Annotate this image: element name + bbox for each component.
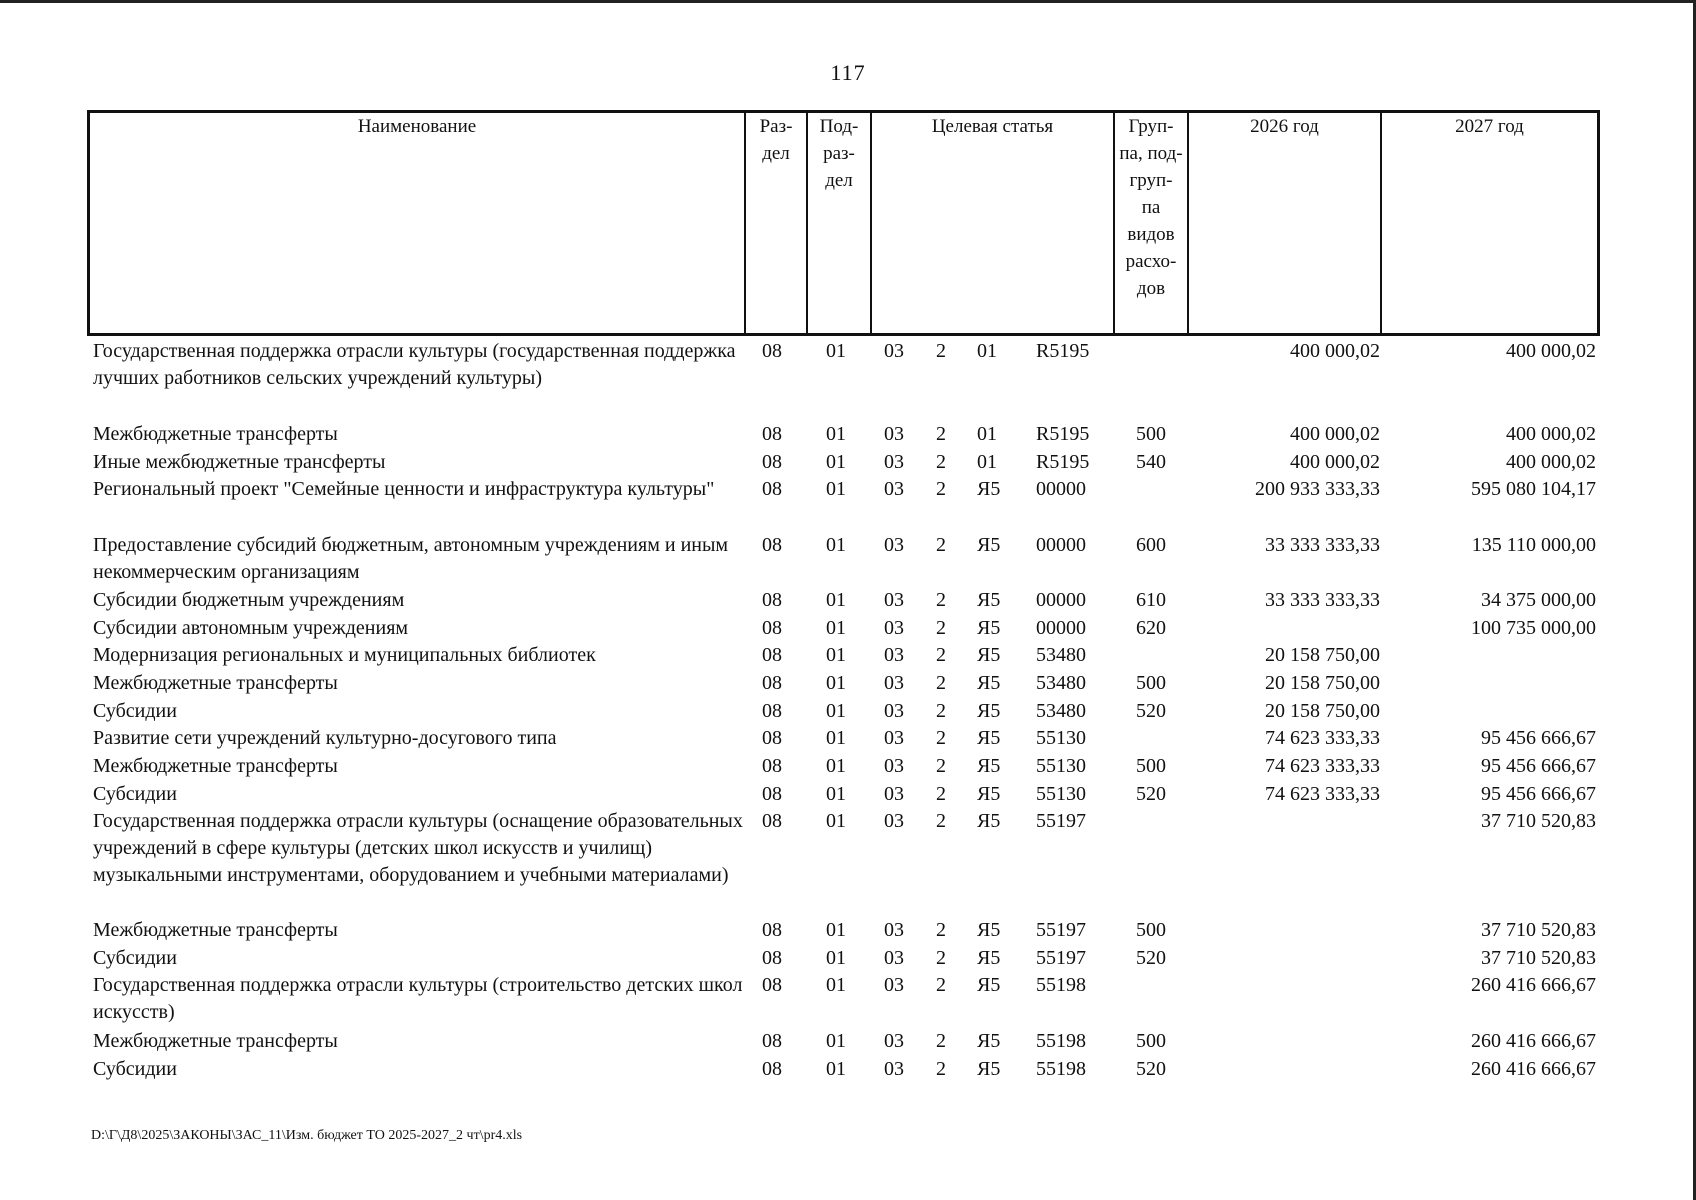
cell-target-article-1: 03 xyxy=(884,589,904,611)
cell-name: Субсидии xyxy=(93,1058,177,1080)
cell-razdel: 08 xyxy=(762,478,782,500)
cell-target-article-3: Я5 xyxy=(977,783,1001,805)
cell-2027: 34 375 000,00 xyxy=(1481,589,1596,611)
cell-target-article-2: 2 xyxy=(936,783,946,805)
cell-target-article-1: 03 xyxy=(884,783,904,805)
cell-target-article-3: Я5 xyxy=(977,644,1001,666)
cell-2026: 33 333 333,33 xyxy=(1265,534,1380,556)
cell-podrazdel: 01 xyxy=(826,423,846,445)
cell-podrazdel: 01 xyxy=(826,755,846,777)
cell-name: Межбюджетные трансферты xyxy=(93,1030,338,1052)
cell-target-article-2: 2 xyxy=(936,451,946,473)
cell-group: 500 xyxy=(1136,755,1166,777)
cell-podrazdel: 01 xyxy=(826,919,846,941)
header-group-line: расхо- xyxy=(1125,251,1177,272)
cell-target-article-2: 2 xyxy=(936,755,946,777)
cell-target-article-4: 55197 xyxy=(1036,947,1086,969)
cell-target-article-3: Я5 xyxy=(977,974,1001,996)
cell-name: Межбюджетные трансферты xyxy=(93,755,338,777)
cell-name: Субсидии бюджетным учреждениям xyxy=(93,589,405,611)
cell-podrazdel: 01 xyxy=(826,1058,846,1080)
cell-name: Межбюджетные трансферты xyxy=(93,672,338,694)
cell-group: 540 xyxy=(1136,451,1166,473)
cell-target-article-2: 2 xyxy=(936,1030,946,1052)
cell-razdel: 08 xyxy=(762,783,782,805)
cell-2027: 260 416 666,67 xyxy=(1471,1030,1596,1052)
cell-podrazdel: 01 xyxy=(826,947,846,969)
header-razdel-line: дел xyxy=(762,143,790,164)
cell-target-article-2: 2 xyxy=(936,478,946,500)
cell-target-article-2: 2 xyxy=(936,340,946,362)
cell-target-article-1: 03 xyxy=(884,423,904,445)
cell-target-article-4: 55198 xyxy=(1036,1058,1086,1080)
header-group-line: па, под- xyxy=(1119,143,1183,164)
cell-2027: 400 000,02 xyxy=(1506,423,1596,445)
header-name: Наименование xyxy=(357,116,477,137)
cell-target-article-2: 2 xyxy=(936,617,946,639)
cell-target-article-1: 03 xyxy=(884,810,904,832)
cell-target-article-3: Я5 xyxy=(977,672,1001,694)
cell-target-article-2: 2 xyxy=(936,672,946,694)
cell-group: 520 xyxy=(1136,783,1166,805)
cell-podrazdel: 01 xyxy=(826,1030,846,1052)
cell-target-article-2: 2 xyxy=(936,919,946,941)
cell-2027: 37 710 520,83 xyxy=(1481,810,1596,832)
cell-target-article-3: Я5 xyxy=(977,478,1001,500)
cell-target-article-2: 2 xyxy=(936,700,946,722)
cell-group: 620 xyxy=(1136,617,1166,639)
cell-2027: 260 416 666,67 xyxy=(1471,974,1596,996)
cell-group: 520 xyxy=(1136,700,1166,722)
cell-target-article-1: 03 xyxy=(884,919,904,941)
cell-2027: 37 710 520,83 xyxy=(1481,947,1596,969)
cell-target-article-4: 00000 xyxy=(1036,478,1086,500)
cell-name: Межбюджетные трансферты xyxy=(93,423,338,445)
cell-target-article-3: Я5 xyxy=(977,947,1001,969)
cell-target-article-3: Я5 xyxy=(977,534,1001,556)
cell-target-article-2: 2 xyxy=(936,810,946,832)
cell-2026: 20 158 750,00 xyxy=(1265,672,1380,694)
cell-razdel: 08 xyxy=(762,451,782,473)
cell-razdel: 08 xyxy=(762,340,782,362)
cell-razdel: 08 xyxy=(762,644,782,666)
cell-target-article-3: 01 xyxy=(977,340,997,362)
cell-name: Государственная поддержка отрасли культуры (государственная поддержка лучших работников сельских учреждений культуры) xyxy=(93,340,736,389)
header-group-line: груп- xyxy=(1129,170,1173,191)
cell-target-article-1: 03 xyxy=(884,700,904,722)
header-podrazdel-line: дел xyxy=(825,170,853,191)
cell-razdel: 08 xyxy=(762,672,782,694)
cell-target-article-3: 01 xyxy=(977,451,997,473)
cell-name: Модернизация региональных и муниципальных библиотек xyxy=(93,644,596,666)
cell-target-article-4: 55197 xyxy=(1036,919,1086,941)
cell-razdel: 08 xyxy=(762,534,782,556)
cell-target-article-4: 55197 xyxy=(1036,810,1086,832)
header-group xyxy=(1115,113,1187,302)
page-number: 117 xyxy=(830,60,866,85)
cell-2026: 20 158 750,00 xyxy=(1265,700,1380,722)
cell-target-article-4: R5195 xyxy=(1036,423,1090,445)
cell-razdel: 08 xyxy=(762,617,782,639)
cell-razdel: 08 xyxy=(762,700,782,722)
cell-razdel: 08 xyxy=(762,810,782,832)
cell-target-article-1: 03 xyxy=(884,478,904,500)
cell-razdel: 08 xyxy=(762,919,782,941)
cell-name: Развитие сети учреждений культурно-досугового типа xyxy=(93,727,557,749)
cell-target-article-3: Я5 xyxy=(977,700,1001,722)
cell-2026: 400 000,02 xyxy=(1290,340,1380,362)
cell-razdel: 08 xyxy=(762,1058,782,1080)
cell-2026: 400 000,02 xyxy=(1290,451,1380,473)
cell-2027: 400 000,02 xyxy=(1506,451,1596,473)
cell-name: Субсидии автономным учреждениям xyxy=(93,617,409,639)
cell-razdel: 08 xyxy=(762,423,782,445)
cell-target-article-1: 03 xyxy=(884,644,904,666)
cell-2026: 33 333 333,33 xyxy=(1265,589,1380,611)
cell-2027: 595 080 104,17 xyxy=(1471,478,1596,500)
cell-target-article-4: 55130 xyxy=(1036,783,1086,805)
cell-target-article-4: 53480 xyxy=(1036,644,1086,666)
cell-2027: 95 456 666,67 xyxy=(1481,755,1596,777)
cell-podrazdel: 01 xyxy=(826,478,846,500)
cell-target-article-1: 03 xyxy=(884,340,904,362)
cell-target-article-2: 2 xyxy=(936,644,946,666)
header-razdel xyxy=(746,113,806,167)
cell-target-article-2: 2 xyxy=(936,974,946,996)
cell-target-article-4: 55198 xyxy=(1036,1030,1086,1052)
cell-name: Региональный проект "Семейные ценности и инфраструктура культуры" xyxy=(93,478,715,500)
cell-target-article-1: 03 xyxy=(884,1058,904,1080)
cell-podrazdel: 01 xyxy=(826,783,846,805)
cell-group: 500 xyxy=(1136,1030,1166,1052)
cell-2026: 400 000,02 xyxy=(1290,423,1380,445)
cell-target-article-1: 03 xyxy=(884,947,904,969)
header-podrazdel-line: Под- xyxy=(819,116,859,137)
cell-target-article-2: 2 xyxy=(936,727,946,749)
header-target-article: Целевая статья xyxy=(931,116,1054,137)
cell-target-article-2: 2 xyxy=(936,534,946,556)
cell-podrazdel: 01 xyxy=(826,727,846,749)
cell-2026: 74 623 333,33 xyxy=(1265,755,1380,777)
cell-name: Иные межбюджетные трансферты xyxy=(93,451,386,473)
cell-target-article-1: 03 xyxy=(884,617,904,639)
cell-group: 520 xyxy=(1136,1058,1166,1080)
cell-target-article-2: 2 xyxy=(936,423,946,445)
cell-target-article-4: 53480 xyxy=(1036,700,1086,722)
cell-podrazdel: 01 xyxy=(826,534,846,556)
cell-2026: 74 623 333,33 xyxy=(1265,727,1380,749)
cell-podrazdel: 01 xyxy=(826,589,846,611)
header-group-line: па xyxy=(1141,197,1161,218)
cell-target-article-2: 2 xyxy=(936,589,946,611)
cell-target-article-4: 55130 xyxy=(1036,755,1086,777)
cell-2026: 74 623 333,33 xyxy=(1265,783,1380,805)
header-group-line: Груп- xyxy=(1128,116,1174,137)
cell-target-article-3: Я5 xyxy=(977,617,1001,639)
cell-podrazdel: 01 xyxy=(826,672,846,694)
cell-target-article-4: 00000 xyxy=(1036,589,1086,611)
cell-target-article-1: 03 xyxy=(884,974,904,996)
cell-razdel: 08 xyxy=(762,727,782,749)
cell-name: Субсидии xyxy=(93,783,177,805)
cell-2026: 200 933 333,33 xyxy=(1255,478,1380,500)
cell-name: Субсидии xyxy=(93,700,177,722)
cell-target-article-1: 03 xyxy=(884,672,904,694)
cell-group: 610 xyxy=(1136,589,1166,611)
cell-podrazdel: 01 xyxy=(826,644,846,666)
header-divider xyxy=(1380,110,1382,336)
cell-target-article-4: 55130 xyxy=(1036,727,1086,749)
cell-2027: 37 710 520,83 xyxy=(1481,919,1596,941)
cell-target-article-1: 03 xyxy=(884,727,904,749)
cell-target-article-3: Я5 xyxy=(977,755,1001,777)
cell-2027: 95 456 666,67 xyxy=(1481,783,1596,805)
cell-target-article-2: 2 xyxy=(936,1058,946,1080)
cell-name: Межбюджетные трансферты xyxy=(93,919,338,941)
cell-name: Государственная поддержка отрасли культуры (оснащение образовательных учреждений в сфере культуры (детских школ искусств и училищ) музыкальными инструментами, оборудованием и учебными материалами) xyxy=(93,810,743,886)
header-podrazdel-line: раз- xyxy=(823,143,855,164)
cell-target-article-4: 53480 xyxy=(1036,672,1086,694)
cell-target-article-4: 00000 xyxy=(1036,617,1086,639)
header-divider xyxy=(1187,110,1189,336)
cell-target-article-3: Я5 xyxy=(977,727,1001,749)
cell-target-article-3: Я5 xyxy=(977,1058,1001,1080)
cell-name: Государственная поддержка отрасли культуры (строительство детских школ искусств) xyxy=(93,974,743,1023)
cell-group: 600 xyxy=(1136,534,1166,556)
cell-razdel: 08 xyxy=(762,974,782,996)
cell-2027: 135 110 000,00 xyxy=(1471,534,1596,556)
cell-target-article-3: Я5 xyxy=(977,589,1001,611)
cell-target-article-3: Я5 xyxy=(977,810,1001,832)
cell-group: 520 xyxy=(1136,947,1166,969)
cell-podrazdel: 01 xyxy=(826,700,846,722)
header-podrazdel xyxy=(808,113,870,194)
cell-razdel: 08 xyxy=(762,755,782,777)
cell-2027: 95 456 666,67 xyxy=(1481,727,1596,749)
cell-target-article-1: 03 xyxy=(884,451,904,473)
cell-target-article-3: 01 xyxy=(977,423,997,445)
cell-2027: 400 000,02 xyxy=(1506,340,1596,362)
header-group-line: видов xyxy=(1127,224,1175,245)
cell-name: Субсидии xyxy=(93,947,177,969)
cell-podrazdel: 01 xyxy=(826,451,846,473)
header-year-2026: 2026 год xyxy=(1250,116,1319,137)
cell-podrazdel: 01 xyxy=(826,617,846,639)
cell-2026: 20 158 750,00 xyxy=(1265,644,1380,666)
header-year-2027: 2027 год xyxy=(1455,116,1524,137)
cell-podrazdel: 01 xyxy=(826,810,846,832)
cell-razdel: 08 xyxy=(762,947,782,969)
file-path: D:\Г\Д8\2025\ЗАКОНЫ\ЗАС_11\Изм. бюджет ТО 2025-2027_2 чт\pr4.xls xyxy=(91,1128,523,1143)
cell-group: 500 xyxy=(1136,672,1166,694)
cell-razdel: 08 xyxy=(762,1030,782,1052)
cell-target-article-1: 03 xyxy=(884,534,904,556)
cell-group: 500 xyxy=(1136,919,1166,941)
cell-target-article-2: 2 xyxy=(936,947,946,969)
header-razdel-line: Раз- xyxy=(759,116,793,137)
cell-target-article-4: 00000 xyxy=(1036,534,1086,556)
cell-target-article-4: 55198 xyxy=(1036,974,1086,996)
header-divider xyxy=(870,110,872,336)
cell-podrazdel: 01 xyxy=(826,340,846,362)
page-frame-top xyxy=(0,0,1696,3)
cell-target-article-1: 03 xyxy=(884,755,904,777)
cell-target-article-4: R5195 xyxy=(1036,451,1090,473)
cell-razdel: 08 xyxy=(762,589,782,611)
cell-target-article-4: R5195 xyxy=(1036,340,1090,362)
cell-group: 500 xyxy=(1136,423,1166,445)
cell-2027: 100 735 000,00 xyxy=(1471,617,1596,639)
cell-target-article-3: Я5 xyxy=(977,1030,1001,1052)
header-group-line: дов xyxy=(1136,278,1166,299)
cell-podrazdel: 01 xyxy=(826,974,846,996)
cell-target-article-3: Я5 xyxy=(977,919,1001,941)
cell-name: Предоставление субсидий бюджетным, автономным учреждениям и иным некоммерческим организациям xyxy=(93,534,729,583)
cell-target-article-1: 03 xyxy=(884,1030,904,1052)
cell-2027: 260 416 666,67 xyxy=(1471,1058,1596,1080)
